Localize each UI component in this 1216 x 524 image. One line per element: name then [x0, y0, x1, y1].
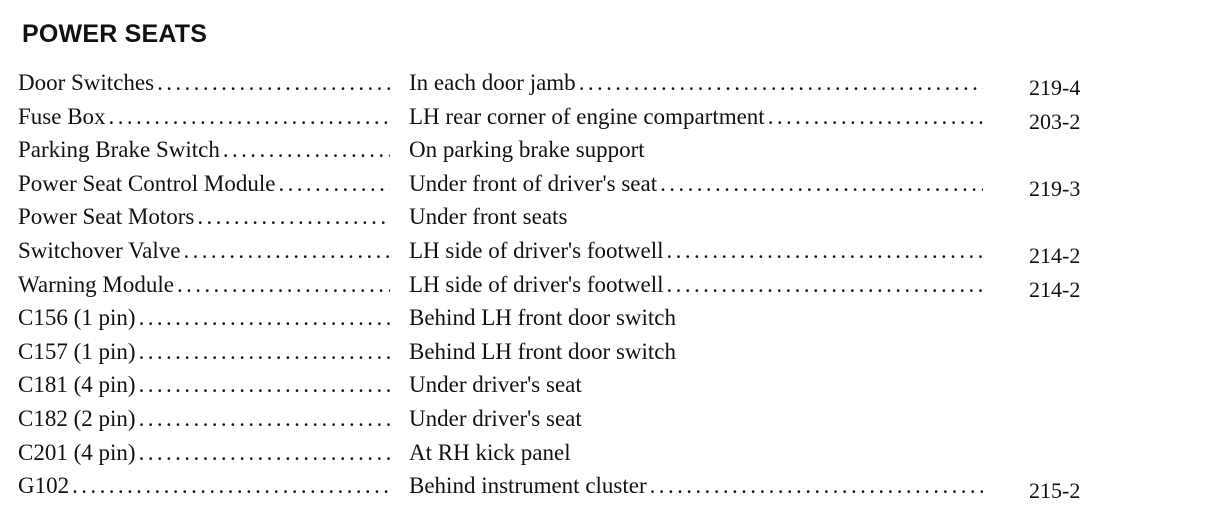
location-text: LH side of driver's footwell	[409, 271, 664, 297]
dot-leader	[139, 368, 390, 402]
component-cell	[18, 301, 390, 335]
component-cell	[18, 100, 390, 134]
component-cell	[18, 234, 390, 268]
page-reference: 214-2	[1029, 242, 1081, 268]
component-name: G102	[18, 473, 70, 499]
location-cell	[409, 469, 983, 503]
dot-leader	[667, 268, 983, 302]
location-cell	[409, 268, 983, 302]
dot-leader	[139, 301, 390, 335]
component-cell	[18, 167, 390, 201]
dot-leader	[223, 133, 390, 167]
location-text: On parking brake support	[409, 137, 645, 163]
dot-leader	[579, 66, 983, 100]
location-cell	[409, 66, 983, 100]
location-text: Under front of driver's seat	[409, 170, 658, 196]
dot-leader	[157, 66, 390, 100]
table-row	[0, 66, 1216, 100]
component-cell	[18, 402, 390, 436]
location-text: LH side of driver's footwell	[409, 237, 664, 263]
component-cell	[18, 469, 390, 503]
dot-leader	[667, 234, 983, 268]
location-table	[0, 66, 1216, 503]
component-name: Warning Module	[18, 271, 174, 297]
dot-leader	[660, 167, 983, 201]
component-name: Door Switches	[18, 70, 155, 95]
component-name: C201 (4 pin)	[18, 439, 136, 465]
table-row	[0, 301, 1216, 335]
location-cell	[409, 402, 983, 436]
location-cell	[409, 301, 983, 335]
component-cell	[18, 133, 390, 167]
table-row	[0, 469, 1216, 503]
location-cell	[409, 100, 983, 134]
location-text: Behind instrument cluster	[409, 473, 647, 499]
page-reference: 203-2	[1029, 108, 1081, 134]
component-name: C157 (1 pin)	[18, 338, 136, 364]
component-name: Switchover Valve	[18, 237, 181, 263]
page-reference: 215-2	[1029, 478, 1081, 504]
location-cell	[409, 167, 983, 201]
location-cell	[409, 234, 983, 268]
dot-leader	[139, 335, 390, 369]
table-row	[0, 167, 1216, 201]
component-cell	[18, 268, 390, 302]
table-row	[0, 100, 1216, 134]
component-cell	[18, 200, 390, 234]
dot-leader	[197, 200, 390, 234]
component-name: C182 (2 pin)	[18, 405, 136, 431]
table-row	[0, 402, 1216, 436]
page-reference: 214-2	[1029, 276, 1081, 302]
table-row	[0, 436, 1216, 470]
dot-leader	[72, 469, 390, 503]
table-row	[0, 335, 1216, 369]
table-row	[0, 234, 1216, 268]
dot-leader	[768, 100, 983, 134]
component-cell	[18, 335, 390, 369]
component-name: Parking Brake Switch	[18, 137, 220, 163]
dot-leader	[139, 436, 390, 470]
location-cell	[409, 368, 983, 402]
location-cell	[409, 335, 983, 369]
component-cell	[18, 368, 390, 402]
location-text: Under driver's seat	[409, 405, 582, 431]
location-text: At RH kick panel	[409, 439, 571, 465]
page-reference: 219-3	[1029, 175, 1081, 201]
location-cell	[409, 436, 983, 470]
location-text: LH rear corner of engine compartment	[409, 103, 765, 129]
dot-leader	[278, 167, 390, 201]
table-row	[0, 200, 1216, 234]
location-cell	[409, 200, 983, 234]
location-cell	[409, 133, 983, 167]
dot-leader	[650, 469, 983, 503]
component-name: C156 (1 pin)	[18, 305, 136, 331]
location-text: Behind LH front door switch	[409, 338, 677, 364]
component-cell	[18, 436, 390, 470]
component-name: Power Seat Control Module	[18, 170, 276, 196]
location-text: In each door jamb	[409, 70, 576, 95]
component-name: Fuse Box	[18, 103, 106, 129]
dot-leader	[139, 402, 390, 436]
table-row	[0, 368, 1216, 402]
location-text: Behind LH front door switch	[409, 305, 677, 331]
component-name: C181 (4 pin)	[18, 372, 136, 398]
location-text: Under front seats	[409, 204, 568, 230]
page-reference: 219-4	[1029, 75, 1081, 100]
dot-leader	[177, 268, 390, 302]
table-row	[0, 268, 1216, 302]
page-title: POWER SEATS	[22, 20, 208, 48]
dot-leader	[183, 234, 390, 268]
component-cell	[18, 66, 390, 100]
location-text: Under driver's seat	[409, 372, 582, 398]
table-row	[0, 133, 1216, 167]
component-name: Power Seat Motors	[18, 204, 195, 230]
dot-leader	[109, 100, 390, 134]
